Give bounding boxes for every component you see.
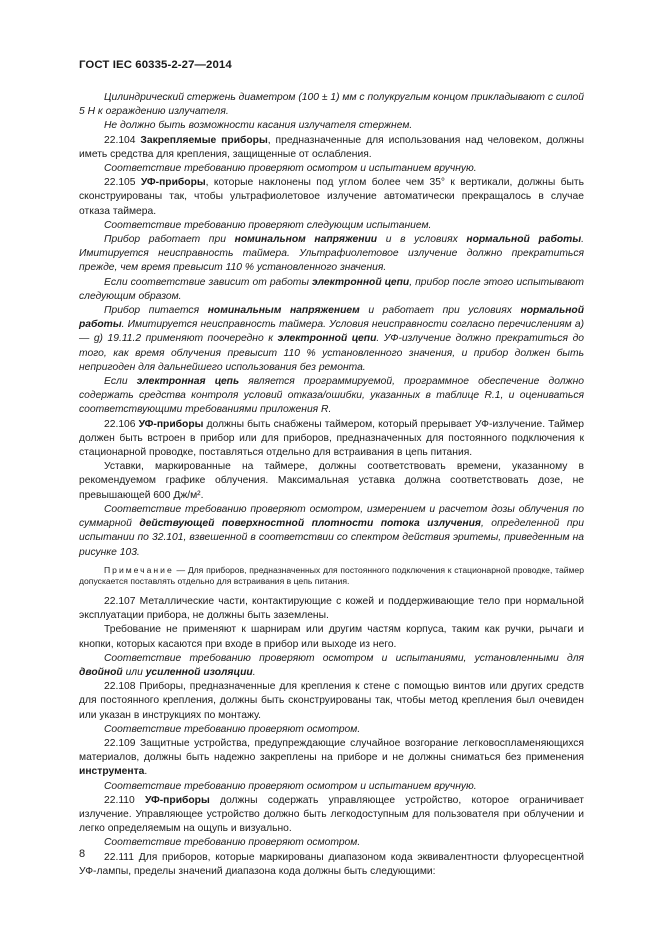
paragraph: Не должно быть возможности касания излучателя стержнем. bbox=[104, 120, 413, 132]
paragraph: Прибор питается номинальным напряжением и работает при условиях нормальной работы. Имитируется неисправность таймера. Условия неисправности согласно перечислениям a) — g) 19.11.2 применяют поочередно к электронной цепи. УФ-излучение должно прекратиться до того, как время облучения превысит 110 % установленного значения, и прибор должен быть непригоден для дальнейшего использования без ремонта. bbox=[79, 305, 584, 373]
clause-22-104: 22.104 Закрепляемые приборы, предназначенные для использования над человеком, должны иметь средства для крепления, защищенные от ослабления. bbox=[79, 134, 585, 160]
paragraph: Требование не применяют к шарнирам или другим частям корпуса, таким как ручки, рычаги и кнопки, которых касаются при входе в прибор или выходе из него. bbox=[79, 624, 584, 650]
clause-22-109: 22.109 Защитные устройства, предупреждающие случайное возгорание легковоспламеняющихся материалов, должны быть надежно закреплены на приборе и не должны сниматься без применения инструмента. bbox=[79, 737, 584, 778]
note: Примечание — Для приборов, предназначенных для постоянного подключения к стационарной проводке, таймер допускается поставлять отдельно для встраивания в цепь питания. bbox=[79, 564, 584, 587]
paragraph: Соответствие требованию проверяют осмотром и испытанием вручную. bbox=[104, 780, 477, 792]
clause-22-108: 22.108 Приборы, предназначенные для крепления к стене с помощью винтов или других средств для постоянного крепления, должны быть сконструированы так, чтобы метод крепления был очевиден или указан в инструкциях по монтажу. bbox=[79, 681, 584, 721]
document-body bbox=[79, 91, 584, 879]
paragraph: Цилиндрический стержень диаметром (100 ± 1) мм с полукруглым концом прикладывают с силой 5 Н к ограждению излучателя. bbox=[79, 92, 584, 118]
paragraph: Соответствие требованию проверяют осмотром. bbox=[104, 723, 361, 735]
paragraph: Соответствие требованию проверяют осмотром и испытаниями, установленными для двойной или усиленной изоляции. bbox=[79, 652, 584, 678]
paragraph: Если электронная цепь является программируемой, программное обеспечение должно содержать средства контроля условий отказа/ошибки, указанных в таблице R.1, и оцениваться соответствующими требованиями приложения R. bbox=[79, 376, 584, 416]
clause-22-106: 22.106 УФ-приборы должны быть снабжены таймером, который прерывает УФ-излучение. Таймер должен быть встроен в прибор или для приборов, предназначенных для постоянного подключения к стационарной проводке, поставляться отдельно для встраивания в цепь питания. bbox=[79, 418, 585, 459]
paragraph: Если соответствие зависит от работы электронной цепи, прибор после этого испытывают следующим образом. bbox=[79, 276, 584, 302]
clause-22-107: 22.107 Металлические части, контактирующие с кожей и поддерживающие тело при нормальной эксплуатации прибора, не должны быть заземлены. bbox=[79, 595, 584, 622]
paragraph: Соответствие требованию проверяют следующим испытанием. bbox=[104, 219, 432, 231]
clause-22-110: 22.110 УФ-приборы должны содержать управляющее устройство, которое ограничивает излучение. Управляющее устройство должно быть легкодоступным для пользователя при облучении и легко определяемым на ощупь и визуально. bbox=[79, 794, 584, 835]
clause-22-111: 22.111 Для приборов, которые маркированы диапазоном кода эквивалентности флуоресцентной УФ-лампы, пределы значений диапазона кода должны быть следующими: bbox=[79, 851, 584, 877]
paragraph: Уставки, маркированные на таймере, должны соответствовать времени, указанному в рекомендуемом графике облучения. Максимальная уставка должна соответствовать дозе, не превышающей 600 Дж/м². bbox=[79, 461, 584, 501]
page-number: 8 bbox=[79, 848, 86, 860]
paragraph: Соответствие требованию проверяют осмотром. bbox=[104, 837, 361, 849]
note-label: Примечание bbox=[104, 564, 174, 575]
paragraph: Прибор работает при номинальном напряжении и в условиях нормальной работы. Имитируется неисправность таймера. Ультрафиолетовое излучение должно прекратиться прежде, чем время превысит 110 % установленного значения. bbox=[79, 234, 584, 274]
document-header: ГОСТ IEC 60335-2-27—2014 bbox=[79, 59, 232, 71]
paragraph: Соответствие требованию проверяют осмотром и испытанием вручную. bbox=[104, 163, 477, 175]
clause-22-105: 22.105 УФ-приборы, которые наклонены под углом более чем 35° к вертикали, должны быть сконструированы так, чтобы ультрафиолетовое излучение автоматически прекращалось в случае отказа таймера. bbox=[79, 177, 584, 217]
paragraph: Соответствие требованию проверяют осмотром, измерением и расчетом дозы облучения по суммарной действующей поверхностной плотности потока излучения, определенной при испытании по 32.101, взвешенной в соответствии со спектром действия эритемы, приведенным на рисунке 103. bbox=[79, 503, 584, 558]
